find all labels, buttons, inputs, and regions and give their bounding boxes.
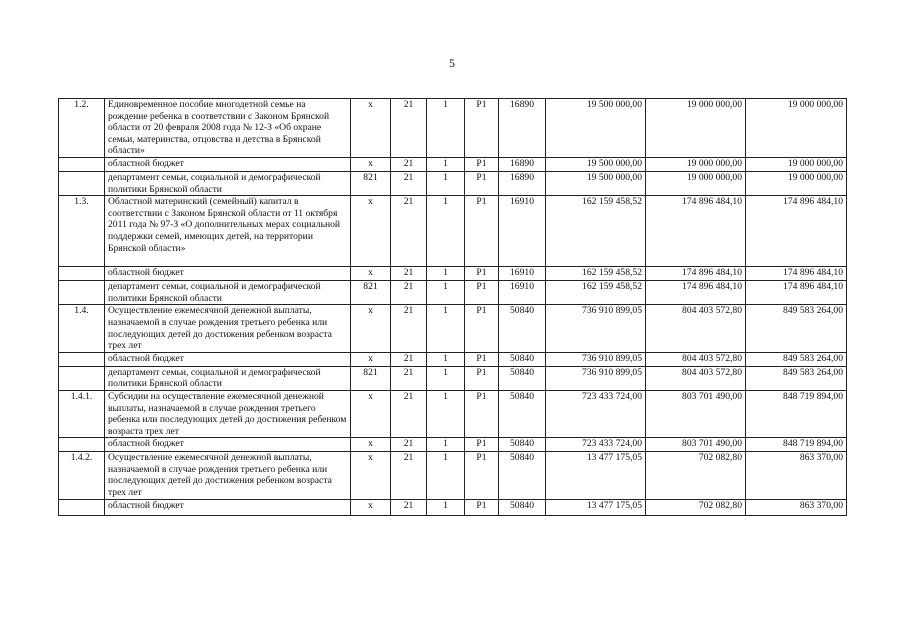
row-description: департамент семьи, социальной и демографической политики Брянской области bbox=[105, 171, 351, 195]
row-number: 1.4.1. bbox=[59, 390, 105, 437]
program-code: 21 bbox=[391, 352, 427, 366]
row-description: департамент семьи, социальной и демографической политики Брянской области bbox=[105, 366, 351, 390]
direction-code: 50840 bbox=[499, 390, 546, 437]
direction-code: 16910 bbox=[499, 281, 546, 305]
row-description: областной бюджет bbox=[105, 499, 351, 515]
amount-year-2: 803 701 490,00 bbox=[646, 390, 746, 437]
amount-year-2: 174 896 484,10 bbox=[646, 281, 746, 305]
direction-code: 50840 bbox=[499, 352, 546, 366]
program-code: 21 bbox=[391, 171, 427, 195]
amount-year-3: 174 896 484,10 bbox=[746, 267, 847, 281]
amount-year-2: 804 403 572,80 bbox=[646, 366, 746, 390]
row-number: 1.4.2. bbox=[59, 452, 105, 499]
subprogram-code: 1 bbox=[427, 499, 465, 515]
amount-year-3: 848 719 894,00 bbox=[746, 390, 847, 437]
admin-code: 821 bbox=[351, 171, 391, 195]
program-code: 21 bbox=[391, 157, 427, 171]
amount-year-3: 19 000 000,00 bbox=[746, 99, 847, 158]
amount-year-1: 19 500 000,00 bbox=[546, 99, 646, 158]
program-code: 21 bbox=[391, 438, 427, 452]
program-code: 21 bbox=[391, 499, 427, 515]
program-code: 21 bbox=[391, 99, 427, 158]
amount-year-1: 13 477 175,05 bbox=[546, 499, 646, 515]
row-description: Единовременное пособие многодетной семье на рождение ребенка в соответствии с Законом Брянской области от 20 февраля 2008 года № 12-З «Об охране семьи, материнства, отцовства и детства в Брянской области» bbox=[105, 99, 351, 158]
amount-year-2: 804 403 572,80 bbox=[646, 305, 746, 352]
subprogram-code: 1 bbox=[427, 305, 465, 352]
project-code: Р1 bbox=[465, 267, 499, 281]
amount-year-1: 13 477 175,05 bbox=[546, 452, 646, 499]
table-row bbox=[59, 438, 847, 452]
project-code: Р1 bbox=[465, 366, 499, 390]
project-code: Р1 bbox=[465, 352, 499, 366]
project-code: Р1 bbox=[465, 99, 499, 158]
project-code: Р1 bbox=[465, 157, 499, 171]
project-code: Р1 bbox=[465, 196, 499, 267]
table-row bbox=[59, 499, 847, 515]
admin-code: х bbox=[351, 99, 391, 158]
amount-year-1: 736 910 899,05 bbox=[546, 352, 646, 366]
subprogram-code: 1 bbox=[427, 267, 465, 281]
amount-year-1: 723 433 724,00 bbox=[546, 390, 646, 437]
row-description: департамент семьи, социальной и демографической политики Брянской области bbox=[105, 281, 351, 305]
row-description: Областной материнский (семейный) капитал в соответствии с Законом Брянской области от 11 октября 2011 года № 97-З «О дополнительных мерах социальной поддержки семей, имеющих детей, на территории Брянской области» bbox=[105, 196, 351, 267]
program-code: 21 bbox=[391, 196, 427, 267]
direction-code: 50840 bbox=[499, 452, 546, 499]
amount-year-2: 804 403 572,80 bbox=[646, 352, 746, 366]
direction-code: 16890 bbox=[499, 171, 546, 195]
subprogram-code: 1 bbox=[427, 352, 465, 366]
project-code: Р1 bbox=[465, 281, 499, 305]
direction-code: 16890 bbox=[499, 99, 546, 158]
direction-code: 16890 bbox=[499, 157, 546, 171]
table-row bbox=[59, 196, 847, 267]
admin-code: х bbox=[351, 452, 391, 499]
amount-year-2: 702 082,80 bbox=[646, 499, 746, 515]
subprogram-code: 1 bbox=[427, 99, 465, 158]
project-code: Р1 bbox=[465, 390, 499, 437]
amount-year-3: 849 583 264,00 bbox=[746, 305, 847, 352]
program-code: 21 bbox=[391, 390, 427, 437]
amount-year-2: 19 000 000,00 bbox=[646, 171, 746, 195]
amount-year-1: 19 500 000,00 bbox=[546, 171, 646, 195]
direction-code: 50840 bbox=[499, 366, 546, 390]
row-description: Осуществление ежемесячной денежной выплаты, назначаемой в случае рождения третьего ребенка или последующих детей до достижения ребенком возраста трех лет bbox=[105, 452, 351, 499]
subprogram-code: 1 bbox=[427, 281, 465, 305]
direction-code: 50840 bbox=[499, 499, 546, 515]
subprogram-code: 1 bbox=[427, 438, 465, 452]
amount-year-3: 863 370,00 bbox=[746, 499, 847, 515]
table-row bbox=[59, 352, 847, 366]
amount-year-3: 849 583 264,00 bbox=[746, 352, 847, 366]
program-code: 21 bbox=[391, 305, 427, 352]
admin-code: х bbox=[351, 499, 391, 515]
program-code: 21 bbox=[391, 366, 427, 390]
amount-year-2: 19 000 000,00 bbox=[646, 157, 746, 171]
table-row bbox=[59, 390, 847, 437]
amount-year-3: 849 583 264,00 bbox=[746, 366, 847, 390]
amount-year-3: 19 000 000,00 bbox=[746, 157, 847, 171]
admin-code: х bbox=[351, 352, 391, 366]
amount-year-2: 803 701 490,00 bbox=[646, 438, 746, 452]
admin-code: х bbox=[351, 438, 391, 452]
row-description: областной бюджет bbox=[105, 267, 351, 281]
row-description: Субсидии на осуществление ежемесячной денежной выплаты, назначаемой в случае рождения третьего ребенка или последующих детей до достижения ребенком возраста трех лет bbox=[105, 390, 351, 437]
admin-code: 821 bbox=[351, 366, 391, 390]
subprogram-code: 1 bbox=[427, 171, 465, 195]
budget-table bbox=[58, 98, 847, 516]
table-row bbox=[59, 99, 847, 158]
amount-year-3: 863 370,00 bbox=[746, 452, 847, 499]
direction-code: 50840 bbox=[499, 305, 546, 352]
program-code: 21 bbox=[391, 267, 427, 281]
amount-year-1: 723 433 724,00 bbox=[546, 438, 646, 452]
direction-code: 16910 bbox=[499, 267, 546, 281]
subprogram-code: 1 bbox=[427, 452, 465, 499]
admin-code: х bbox=[351, 390, 391, 437]
amount-year-2: 174 896 484,10 bbox=[646, 267, 746, 281]
row-number bbox=[59, 281, 105, 305]
row-number: 1.3. bbox=[59, 196, 105, 267]
amount-year-2: 174 896 484,10 bbox=[646, 196, 746, 267]
row-description: Осуществление ежемесячной денежной выплаты, назначаемой в случае рождения третьего ребенка или последующих детей до достижения ребенком возраста трех лет bbox=[105, 305, 351, 352]
subprogram-code: 1 bbox=[427, 390, 465, 437]
table-row bbox=[59, 267, 847, 281]
amount-year-1: 162 159 458,52 bbox=[546, 196, 646, 267]
row-number bbox=[59, 438, 105, 452]
row-number bbox=[59, 171, 105, 195]
admin-code: х bbox=[351, 196, 391, 267]
row-number bbox=[59, 366, 105, 390]
row-number bbox=[59, 267, 105, 281]
project-code: Р1 bbox=[465, 499, 499, 515]
amount-year-3: 848 719 894,00 bbox=[746, 438, 847, 452]
amount-year-1: 162 159 458,52 bbox=[546, 281, 646, 305]
table-row bbox=[59, 452, 847, 499]
direction-code: 16910 bbox=[499, 196, 546, 267]
row-number bbox=[59, 157, 105, 171]
row-number bbox=[59, 499, 105, 515]
admin-code: х bbox=[351, 157, 391, 171]
admin-code: 821 bbox=[351, 281, 391, 305]
row-description: областной бюджет bbox=[105, 438, 351, 452]
table-row bbox=[59, 171, 847, 195]
table-row bbox=[59, 305, 847, 352]
subprogram-code: 1 bbox=[427, 196, 465, 267]
page-number: 5 bbox=[449, 56, 455, 70]
amount-year-2: 19 000 000,00 bbox=[646, 99, 746, 158]
row-number: 1.4. bbox=[59, 305, 105, 352]
direction-code: 50840 bbox=[499, 438, 546, 452]
amount-year-1: 162 159 458,52 bbox=[546, 267, 646, 281]
row-number bbox=[59, 352, 105, 366]
row-number: 1.2. bbox=[59, 99, 105, 158]
project-code: Р1 bbox=[465, 171, 499, 195]
amount-year-1: 19 500 000,00 bbox=[546, 157, 646, 171]
amount-year-1: 736 910 899,05 bbox=[546, 366, 646, 390]
subprogram-code: 1 bbox=[427, 366, 465, 390]
amount-year-2: 702 082,80 bbox=[646, 452, 746, 499]
amount-year-3: 19 000 000,00 bbox=[746, 171, 847, 195]
row-description: областной бюджет bbox=[105, 352, 351, 366]
amount-year-3: 174 896 484,10 bbox=[746, 281, 847, 305]
table-row bbox=[59, 281, 847, 305]
table-row bbox=[59, 366, 847, 390]
program-code: 21 bbox=[391, 452, 427, 499]
project-code: Р1 bbox=[465, 452, 499, 499]
row-description: областной бюджет bbox=[105, 157, 351, 171]
table-row bbox=[59, 157, 847, 171]
amount-year-1: 736 910 899,05 bbox=[546, 305, 646, 352]
project-code: Р1 bbox=[465, 305, 499, 352]
program-code: 21 bbox=[391, 281, 427, 305]
amount-year-3: 174 896 484,10 bbox=[746, 196, 847, 267]
admin-code: х bbox=[351, 267, 391, 281]
subprogram-code: 1 bbox=[427, 157, 465, 171]
project-code: Р1 bbox=[465, 438, 499, 452]
admin-code: х bbox=[351, 305, 391, 352]
